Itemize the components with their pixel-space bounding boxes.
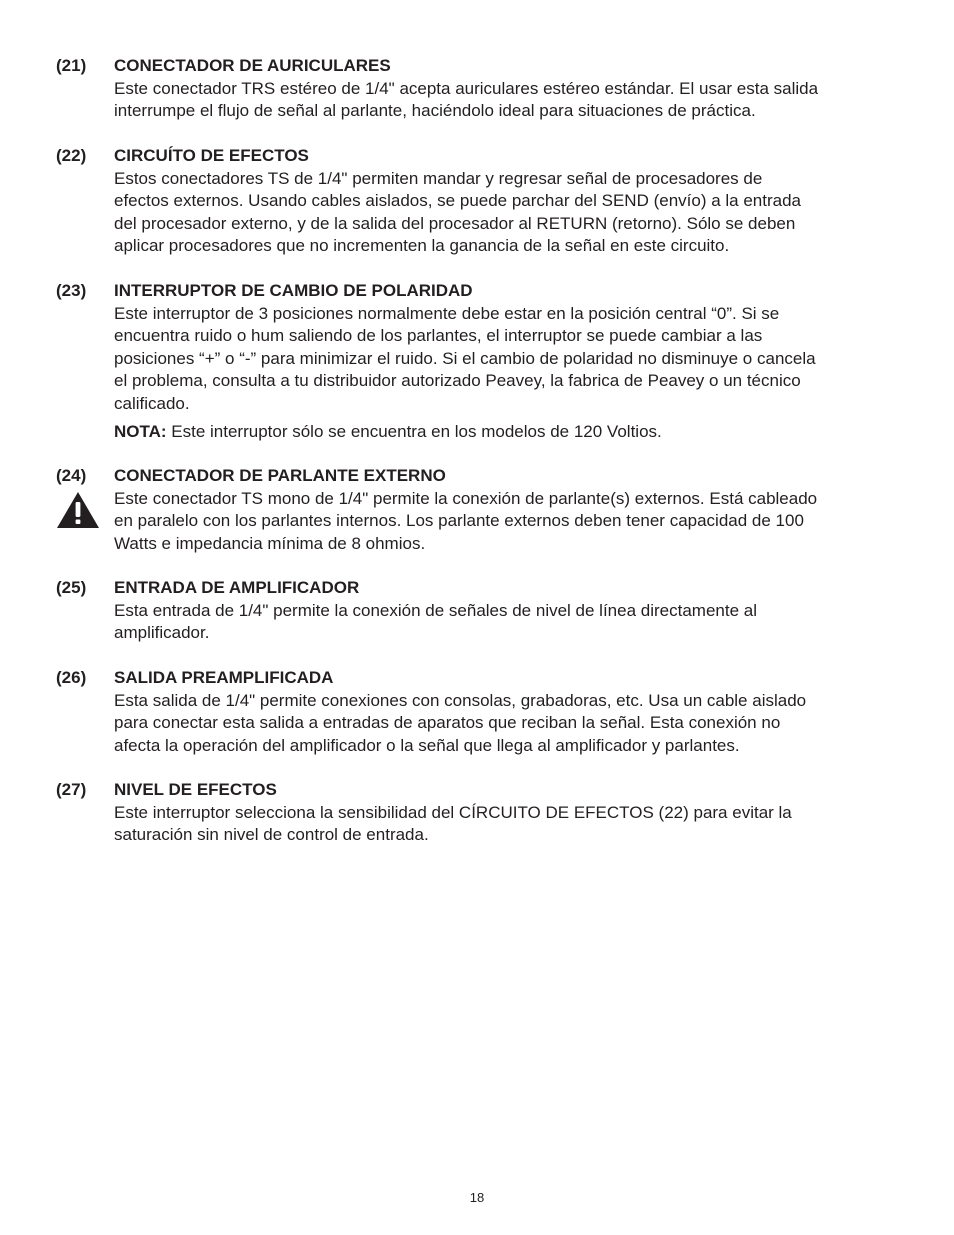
section-heading: ENTRADA DE AMPLIFICADOR	[114, 578, 360, 597]
paragraph-line: saturación sin nivel de control de entrada.	[114, 825, 429, 845]
section-number: (24)	[56, 466, 87, 485]
warning-triangle-icon	[56, 491, 100, 529]
paragraph-line: Watts e impedancia mínima de 8 ohmios.	[114, 533, 426, 553]
paragraph-line: Estos conectadores TS de 1/4" permiten mandar y regresar señal de procesadores de	[114, 168, 763, 188]
section-body	[114, 55, 904, 123]
section-heading: CONECTADOR DE AURICULARES	[114, 56, 391, 75]
section-number: (26)	[56, 668, 87, 687]
paragraph-line: calificado.	[114, 393, 190, 413]
section-number: (25)	[56, 578, 87, 597]
note-text: Este interruptor sólo se encuentra en los modelos de 120 Voltios.	[166, 421, 662, 441]
section-heading: SALIDA PREAMPLIFICADA	[114, 668, 334, 687]
paragraph-line: efectos externos. Usando cables aislados, se puede parchar del SEND (envío) a la entrada	[114, 191, 802, 211]
paragraph-line: afecta la operación del amplificador o la señal que llega al amplificador y parlantes.	[114, 735, 740, 755]
section-body	[114, 577, 904, 645]
paragraph-line: el problema, consulta a tu distribuidor autorizado Peavey, la fabrica de Peavey o un técnico	[114, 371, 801, 391]
paragraph-line: Este interruptor selecciona la sensibilidad del CÍRCUITO DE EFECTOS (22) para evitar la	[114, 802, 792, 822]
paragraph-line: del procesador externo, y de la salida del procesador al RETURN (retorno). Sólo se deben	[114, 213, 796, 233]
paragraph-line: aplicar procesadores que no incrementen la ganancia de la señal en este circuito.	[114, 236, 730, 256]
paragraph-line: Esta entrada de 1/4" permite la conexión de señales de nivel de línea directamente al	[114, 600, 757, 620]
section-body	[114, 145, 904, 258]
paragraph-line: Este interruptor de 3 posiciones normalmente debe estar en la posición central “0”. Si se	[114, 303, 780, 323]
section-body	[114, 779, 904, 847]
paragraph-line: interrumpe el flujo de señal al parlante, haciéndolo ideal para situaciones de práctica.	[114, 101, 756, 121]
section-number: (22)	[56, 146, 87, 165]
section-heading: CIRCUÍTO DE EFECTOS	[114, 146, 309, 165]
paragraph-line: Este conectador TS mono de 1/4" permite la conexión de parlante(s) externos. Está cableado	[114, 488, 818, 508]
paragraph-line: en paralelo con los parlantes internos. Los parlante externos deben tener capacidad de 100	[114, 511, 804, 531]
section-heading: INTERRUPTOR DE CAMBIO DE POLARIDAD	[114, 281, 473, 300]
note-label: NOTA:	[114, 421, 167, 441]
section-heading: NIVEL DE EFECTOS	[114, 780, 277, 799]
paragraph-line: Esta salida de 1/4" permite conexiones con consolas, grabadoras, etc. Usa un cable aislado	[114, 690, 807, 710]
section-body	[114, 667, 904, 757]
section-number: (21)	[56, 56, 87, 75]
paragraph-line: Este conectador TRS estéreo de 1/4" acepta auriculares estéreo estándar. El usar esta salida	[114, 78, 819, 98]
paragraph-line: para conectar esta salida a entradas de aparatos que reciban la señal. Esta conexión no	[114, 713, 781, 733]
section-number: (23)	[56, 281, 87, 300]
paragraph-line: encuentra ruido o hum saliendo de los parlantes, el interruptor se puede cambiar a las	[114, 326, 763, 346]
section-number: (27)	[56, 780, 87, 799]
note	[114, 421, 904, 444]
section-body	[114, 280, 904, 443]
paragraph-line: amplificador.	[114, 623, 210, 643]
section-heading: CONECTADOR DE PARLANTE EXTERNO	[114, 466, 446, 485]
paragraph-line: posiciones “+” o “-” para minimizar el ruido. Si el cambio de polaridad no disminuye o cancela	[114, 348, 816, 368]
page-number: 18	[469, 1190, 485, 1205]
section-body	[114, 465, 904, 555]
